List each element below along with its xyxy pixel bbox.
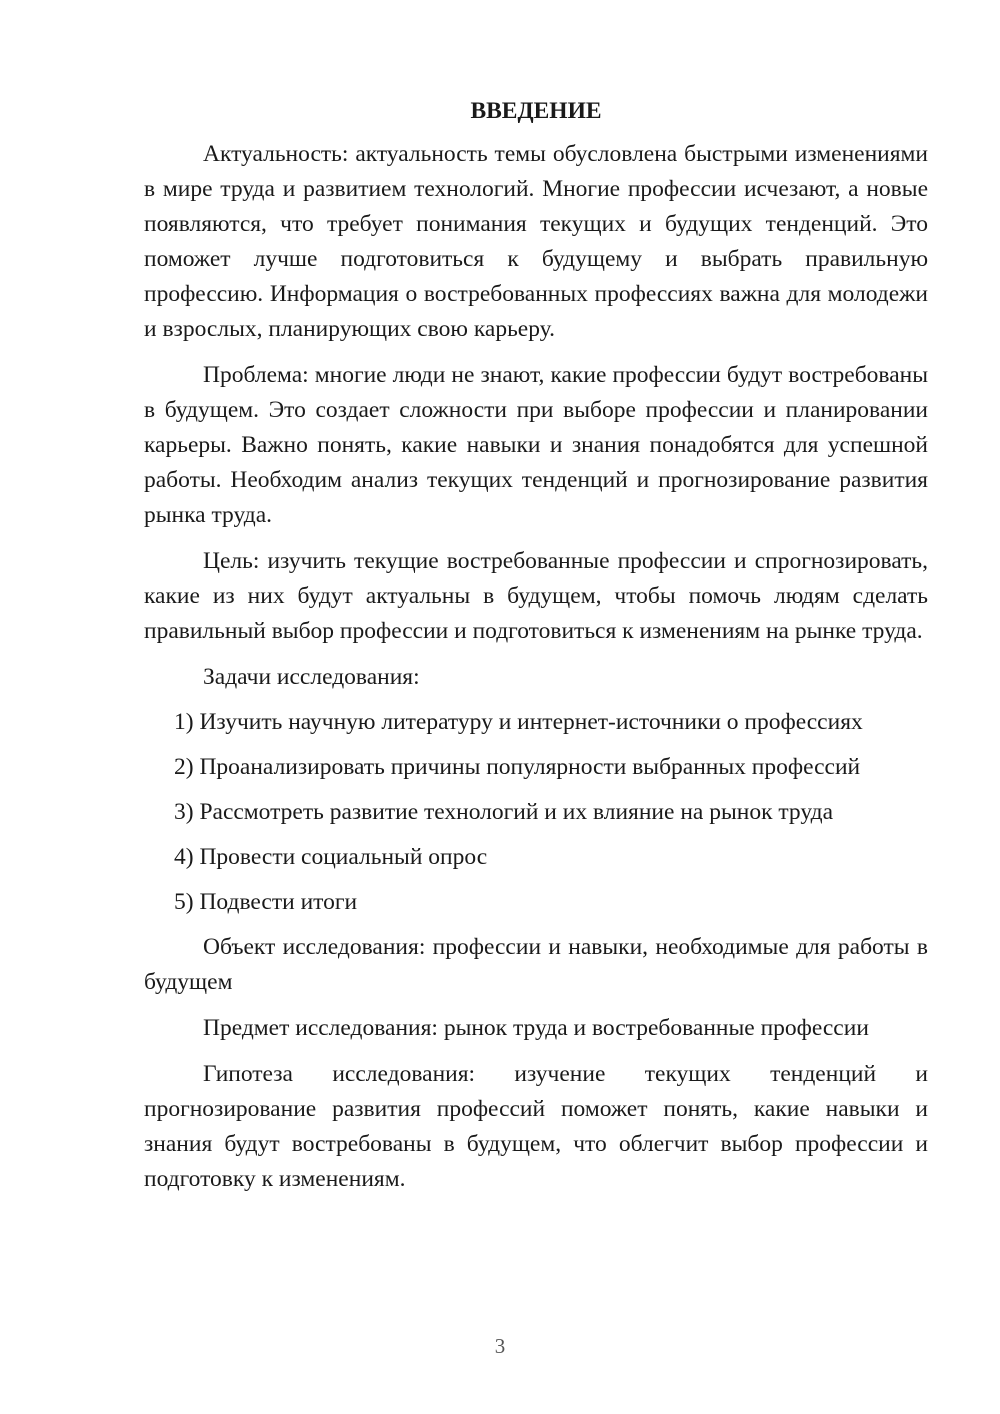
task-item: 5) Подвести итоги bbox=[174, 889, 358, 915]
task-item: 1) Изучить научную литературу и интернет-источники о профессиях bbox=[174, 709, 863, 735]
subject-paragraph: Предмет исследования: рынок труда и востребованные профессии bbox=[203, 1015, 869, 1041]
task-item: 2) Проанализировать причины популярности выбранных профессий bbox=[174, 754, 861, 780]
relevance-paragraph: Актуальность: актуальность темы обусловлена быстрыми изменениями в мире труда и развитием технологий. Многие профессии исчезают, а новые появляются, что требует понимания текущих и будущих тенденций. Это поможет лучше подготовиться к будущему и выбрать правильную профессию. Информация о востребованных профессиях важна для молодежи и взрослых, планирующих свою карьеру. bbox=[144, 141, 928, 342]
document-page bbox=[144, 92, 928, 1208]
page-number: 3 bbox=[494, 1334, 506, 1358]
problem-paragraph: Проблема: многие люди не знают, какие профессии будут востребованы в будущем. Это создает сложности при выборе профессии и планировании карьеры. Важно понять, какие навыки и знания понадобятся для успешной работы. Необходим анализ текущих тенденций и прогнозирование развития рынка труда. bbox=[144, 362, 928, 528]
goal-paragraph: Цель: изучить текущие востребованные профессии и спрогнозировать, какие из них будут актуальны в будущем, чтобы помочь людям сделать правильный выбор профессии и подготовиться к изменениям на рынке труда. bbox=[144, 548, 928, 644]
section-title: ВВЕДЕНИЕ bbox=[470, 98, 602, 124]
tasks-heading: Задачи исследования: bbox=[203, 664, 420, 690]
task-item: 4) Провести социальный опрос bbox=[174, 844, 488, 870]
object-paragraph: Объект исследования: профессии и навыки, необходимые для работы в будущем bbox=[144, 934, 928, 995]
task-item: 3) Рассмотреть развитие технологий и их влияние на рынок труда bbox=[174, 799, 834, 825]
hypothesis-paragraph: Гипотеза исследования: изучение текущих тенденций и прогнозирование развития профессий поможет понять, какие навыки и знания будут востребованы в будущем, что облегчит выбор профессии и подготовку к изменениям. bbox=[144, 1061, 928, 1192]
